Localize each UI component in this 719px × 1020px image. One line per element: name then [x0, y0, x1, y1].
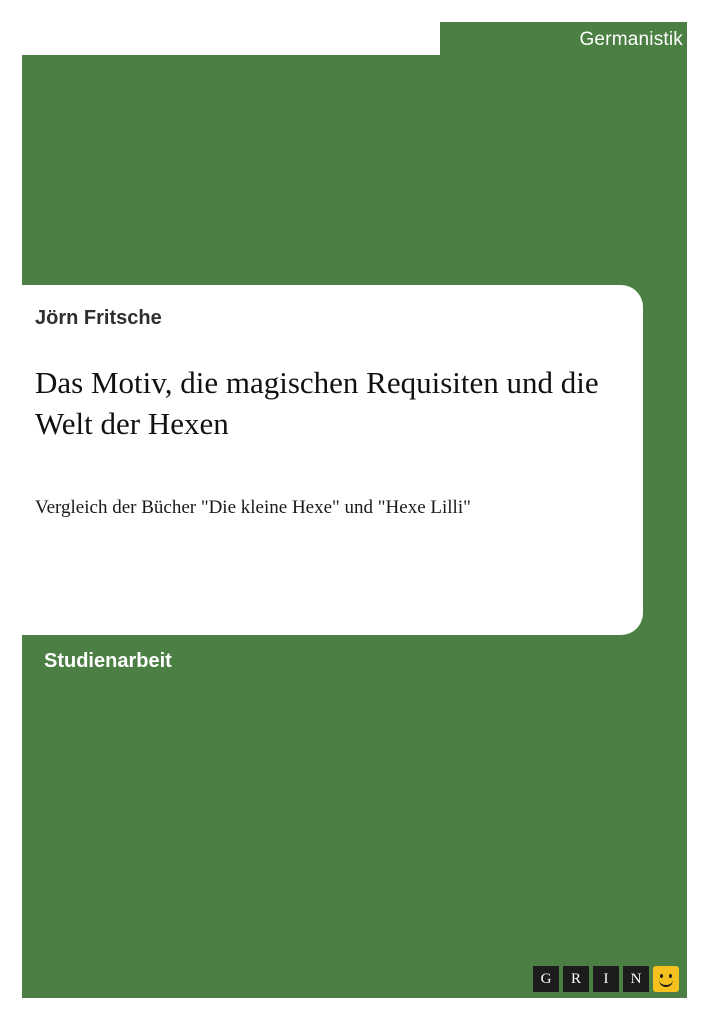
logo-letter-n: N: [623, 966, 649, 992]
top-left-white-notch: [22, 22, 440, 55]
smiley-icon: [653, 966, 679, 992]
book-subtitle: Vergleich der Bücher "Die kleine Hexe" und "Hexe Lilli": [35, 497, 471, 518]
logo-letter-g: G: [533, 966, 559, 992]
document-type-label: Studienarbeit: [44, 650, 172, 672]
grin-logo: [533, 966, 679, 992]
author-name: Jörn Fritsche: [35, 307, 162, 329]
smiley-mouth-icon: [659, 978, 673, 987]
logo-letter-r: R: [563, 966, 589, 992]
category-label: Germanistik: [579, 29, 683, 50]
logo-letter-i: I: [593, 966, 619, 992]
book-title: Das Motiv, die magischen Requisiten und die Welt der Hexen: [35, 365, 599, 441]
title-card: [0, 285, 643, 635]
